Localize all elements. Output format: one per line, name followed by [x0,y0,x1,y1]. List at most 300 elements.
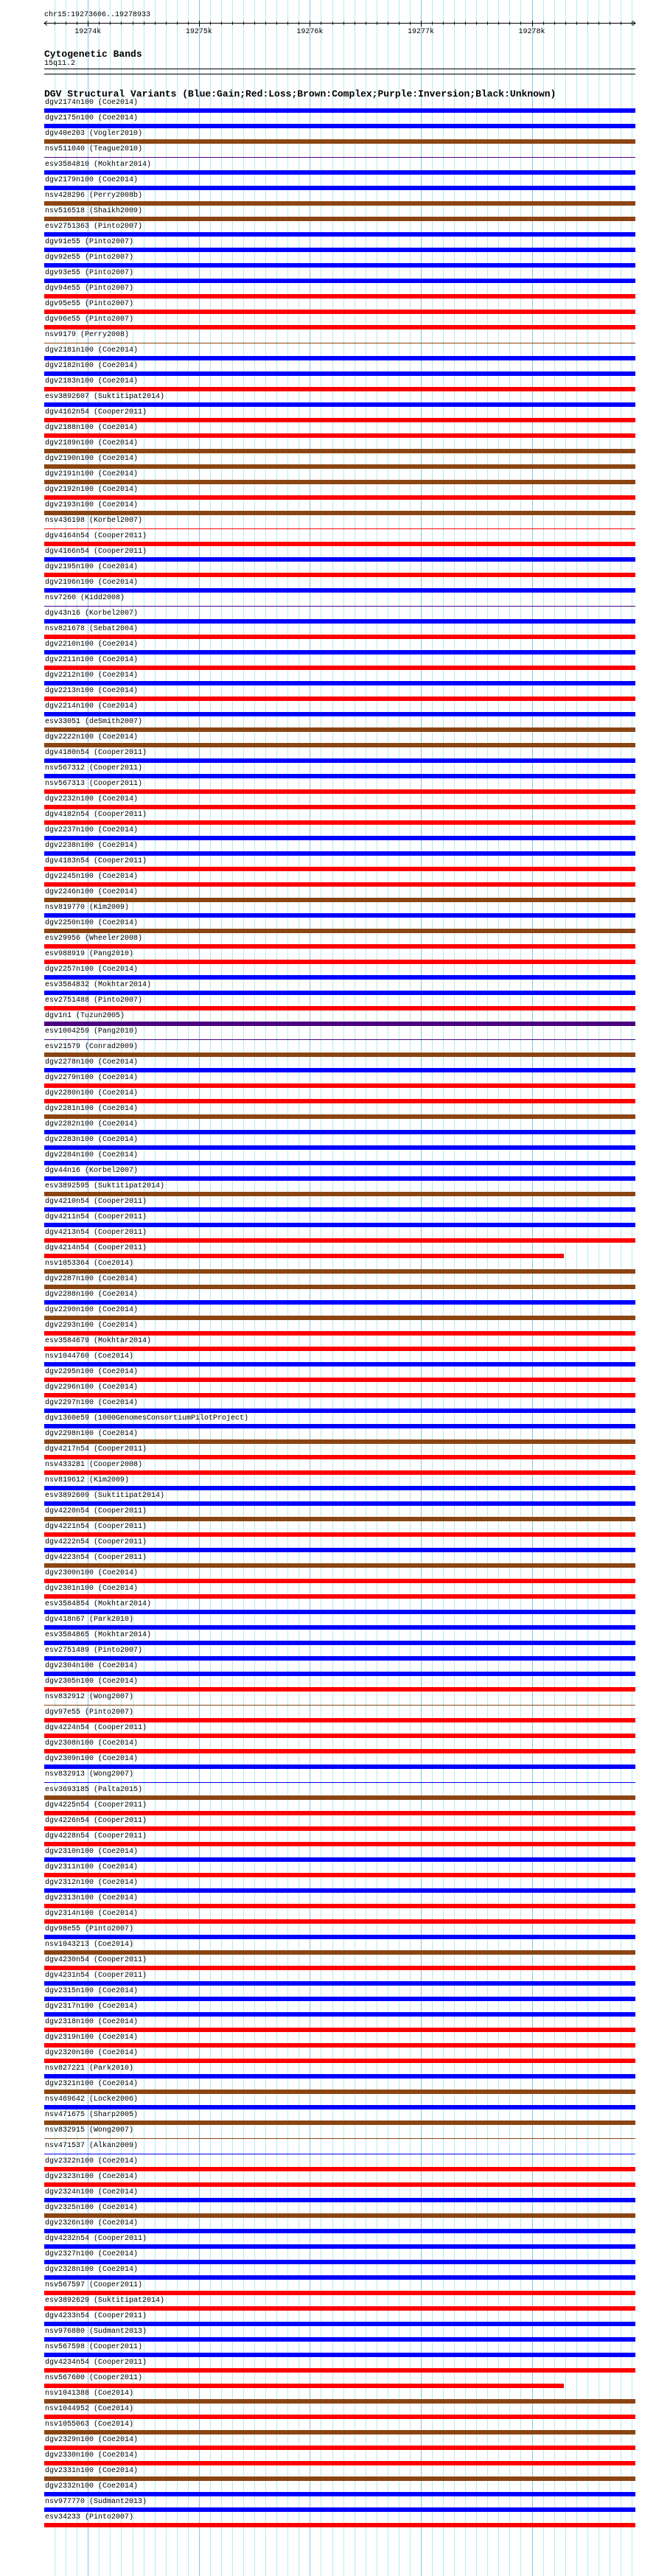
variant-bar-loss[interactable] [44,1749,635,1753]
variant-bar-gain[interactable] [44,1981,635,1986]
variant-bar-loss[interactable] [44,1718,635,1722]
variant-bar-gain[interactable] [44,975,635,980]
variant-label[interactable]: esv2751363 (Pinto2007) [45,223,143,231]
variant-label[interactable]: dgv2304n100 (Coe2014) [45,1662,139,1670]
variant-bar-gain[interactable] [44,2260,635,2264]
variant-bar-complex[interactable] [44,1705,635,1706]
variant-label[interactable]: esv3584865 (Mokhtar2014) [45,1631,152,1639]
variant-bar-loss[interactable] [44,2384,564,2388]
variant-bar-complex[interactable] [44,449,635,453]
variant-bar-gain[interactable] [44,1130,635,1134]
variant-label[interactable]: nsv827221 (Park2010) [45,2064,134,2073]
variant-label[interactable]: dgv4211n54 (Cooper2011) [45,1213,147,1221]
variant-bar-gain[interactable] [44,1656,635,1661]
variant-label[interactable]: esv29956 (Wheeler2008) [45,935,143,943]
variant-label[interactable]: nsv567600 (Cooper2011) [45,2374,143,2382]
variant-label[interactable]: dgv2322n100 (Coe2014) [45,2157,139,2165]
variant-label[interactable]: dgv2317n100 (Coe2014) [45,2003,139,2011]
variant-label[interactable]: dgv2210n100 (Coe2014) [45,640,139,649]
variant-bar-inversion[interactable] [44,1022,635,1026]
variant-bar-gain[interactable] [44,836,635,840]
variant-label[interactable]: nsv977770 (Sudmant2013) [45,2498,147,2506]
variant-bar-complex[interactable] [44,1269,635,1274]
variant-bar-gain[interactable] [44,1424,635,1428]
variant-label[interactable]: nsv1053364 (Coe2014) [45,1260,134,1268]
variant-bar-gain[interactable] [44,758,635,763]
variant-label[interactable]: dgv4180n54 (Cooper2011) [45,749,147,757]
variant-label[interactable]: dgv4223n54 (Cooper2011) [45,1554,147,1562]
variant-label[interactable]: dgv4214n54 (Cooper2011) [45,1244,147,1252]
variant-label[interactable]: nsv471537 (Alkan2009) [45,2142,139,2150]
variant-bar-complex[interactable] [44,727,635,732]
variant-bar-loss[interactable] [44,1966,635,1970]
variant-bar-complex[interactable] [44,929,635,933]
variant-label[interactable]: nsv819770 (Kim2009) [45,904,130,912]
variant-bar-loss[interactable] [44,2182,635,2187]
variant-bar-loss[interactable] [44,635,635,639]
variant-bar-gain[interactable] [44,2074,635,2078]
variant-bar-gain[interactable] [44,2105,635,2109]
variant-bar-gain[interactable] [44,712,635,716]
variant-label[interactable]: dgv43n16 (Korbel2007) [45,610,139,618]
variant-label[interactable]: dgv2278n100 (Coe2014) [45,1058,139,1067]
variant-label[interactable]: dgv94e55 (Pinto2007) [45,285,134,293]
variant-bar-complex[interactable] [44,1795,635,1800]
variant-label[interactable]: dgv92e55 (Pinto2007) [45,254,134,262]
variant-bar-complex[interactable] [44,139,635,144]
variant-bar-loss[interactable] [44,310,635,314]
variant-label[interactable]: nsv567313 (Cooper2011) [45,780,143,788]
variant-bar-loss[interactable] [44,2028,635,2032]
variant-label[interactable]: dgv4226n54 (Cooper2011) [45,1817,147,1825]
variant-bar-gain[interactable] [44,1997,635,2001]
variant-bar-gain[interactable] [44,263,635,268]
variant-label[interactable]: dgv2327n100 (Coe2014) [45,2250,139,2258]
variant-label[interactable]: dgv2183n100 (Coe2014) [45,377,139,385]
variant-label[interactable]: dgv2191n100 (Coe2014) [45,470,139,478]
variant-label[interactable]: esv3892609 (Suktitipat2014) [45,1492,165,1500]
variant-label[interactable]: dgv2174n100 (Coe2014) [45,99,139,107]
variant-bar-complex[interactable] [44,2399,635,2404]
variant-bar-loss[interactable] [44,1393,635,1397]
variant-bar-gain[interactable] [44,1161,635,1165]
variant-bar-loss[interactable] [44,960,635,964]
variant-label[interactable]: dgv2323n100 (Coe2014) [45,2173,139,2181]
variant-bar-gain[interactable] [44,851,635,856]
variant-label[interactable]: nsv469642 (Locke2006) [45,2095,139,2104]
variant-bar-inversion[interactable] [44,157,635,158]
variant-bar-gain[interactable] [44,681,635,685]
variant-label[interactable]: dgv4232n54 (Cooper2011) [45,2235,147,2243]
variant-label[interactable]: esv3892629 (Suktitipat2014) [45,2297,165,2305]
variant-label[interactable]: dgv2324n100 (Coe2014) [45,2188,139,2196]
variant-label[interactable]: dgv4221n54 (Cooper2011) [45,1523,147,1531]
variant-bar-complex[interactable] [44,2090,635,2094]
variant-label[interactable]: dgv2287n100 (Coe2014) [45,1275,139,1283]
variant-label[interactable]: dgv4225n54 (Cooper2011) [45,1801,147,1809]
variant-bar-loss[interactable] [44,1579,635,1583]
variant-bar-gain[interactable] [44,1641,635,1645]
variant-bar-gain[interactable] [44,1501,635,1506]
variant-label[interactable]: dgv2250n100 (Coe2014) [45,919,139,927]
variant-bar-gain[interactable] [44,913,635,918]
variant-bar-gain[interactable] [44,2229,635,2233]
variant-label[interactable]: esv3584832 (Mokhtar2014) [45,981,152,989]
variant-bar-loss[interactable] [44,387,635,391]
variant-label[interactable]: dgv2293n100 (Coe2014) [45,1322,139,1330]
variant-bar-gain[interactable] [44,232,635,237]
variant-label[interactable]: dgv2189n100 (Coe2014) [45,439,139,447]
variant-bar-gain[interactable] [44,1765,635,1769]
variant-label[interactable]: dgv2279n100 (Coe2014) [45,1074,139,1082]
variant-label[interactable]: esv2751488 (Pinto2007) [45,996,143,1005]
variant-label[interactable]: dgv4162n54 (Cooper2011) [45,408,147,416]
variant-bar-complex[interactable] [44,1316,635,1320]
variant-bar-complex[interactable] [44,2138,635,2139]
variant-label[interactable]: dgv2297n100 (Coe2014) [45,1399,139,1407]
variant-bar-loss[interactable] [44,1919,635,1924]
variant-label[interactable]: dgv4231n54 (Cooper2011) [45,1972,147,1980]
variant-bar-complex[interactable] [44,1285,635,1289]
variant-label[interactable]: esv3892595 (Suktitipat2014) [45,1182,165,1190]
variant-bar-loss[interactable] [44,789,635,794]
variant-bar-gain[interactable] [44,774,635,778]
variant-label[interactable]: dgv4217n54 (Cooper2011) [45,1445,147,1453]
variant-label[interactable]: dgv2182n100 (Coe2014) [45,362,139,370]
variant-bar-loss[interactable] [44,2368,635,2373]
variant-bar-gain[interactable] [44,170,635,175]
variant-label[interactable]: nsv433281 (Cooper2008) [45,1461,143,1469]
cytoband-label[interactable]: 15q11.2 [44,60,76,68]
variant-bar-loss[interactable] [44,2446,635,2450]
variant-bar-complex[interactable] [44,511,635,515]
variant-label[interactable]: dgv96e55 (Pinto2007) [45,315,134,324]
variant-label[interactable]: dgv4182n54 (Cooper2011) [45,811,147,819]
variant-bar-loss[interactable] [44,1470,635,1475]
variant-label[interactable]: dgv1360e59 (1000GenomesConsortiumPilotProject) [45,1414,249,1423]
variant-bar-loss[interactable] [44,542,635,546]
variant-label[interactable]: dgv2284n100 (Coe2014) [45,1151,139,1159]
variant-bar-gain[interactable] [44,1625,635,1630]
variant-label[interactable]: dgv2195n100 (Coe2014) [45,563,139,571]
variant-label[interactable]: nsv1041388 (Coe2014) [45,2390,134,2398]
variant-bar-gain[interactable] [44,2012,635,2017]
variant-label[interactable]: dgv2295n100 (Coe2014) [45,1368,139,1376]
variant-label[interactable]: dgv1n1 (Tuzun2005) [45,1012,125,1020]
variant-bar-gain[interactable] [44,1486,635,1490]
variant-label[interactable]: dgv2309n100 (Coe2014) [45,1755,139,1763]
variant-label[interactable]: nsv821678 (Sebat2004) [45,625,139,633]
variant-label[interactable]: dgv2296n100 (Coe2014) [45,1383,139,1392]
variant-label[interactable]: dgv2311n100 (Coe2014) [45,1863,139,1871]
variant-bar-gain[interactable] [44,279,635,283]
variant-bar-gain[interactable] [44,356,635,360]
variant-bar-loss[interactable] [44,1347,635,1351]
variant-label[interactable]: esv33051 (deSmith2007) [45,718,143,726]
variant-label[interactable]: dgv2232n100 (Coe2014) [45,795,139,803]
variant-bar-loss[interactable] [44,697,635,701]
variant-bar-loss[interactable] [44,2415,635,2419]
variant-bar-loss[interactable] [44,2059,635,2063]
variant-label[interactable]: esv3584854 (Mokhtar2014) [45,1600,152,1608]
variant-bar-complex[interactable] [44,1114,635,1119]
variant-bar-loss[interactable] [44,882,635,887]
variant-bar-gain[interactable] [44,1782,635,1783]
variant-bar-loss[interactable] [44,294,635,299]
variant-label[interactable]: dgv40e203 (Vogler2010) [45,130,143,138]
variant-bar-loss[interactable] [44,528,635,529]
variant-bar-gain[interactable] [44,124,635,128]
variant-bar-gain[interactable] [44,2322,635,2326]
variant-label[interactable]: nsv7260 (Kidd2008) [45,594,125,602]
variant-label[interactable]: dgv2192n100 (Coe2014) [45,486,139,494]
position-ruler[interactable] [0,0,656,44]
variant-label[interactable]: dgv4224n54 (Cooper2011) [45,1724,147,1732]
variant-label[interactable]: dgv95e55 (Pinto2007) [45,300,134,308]
variant-label[interactable]: nsv471675 (Sharp2005) [45,2111,139,2119]
variant-label[interactable]: dgv4220n54 (Cooper2011) [45,1507,147,1515]
variant-bar-loss[interactable] [44,1331,635,1336]
variant-label[interactable]: nsv832915 (Wong2007) [45,2126,134,2135]
variant-label[interactable]: dgv93e55 (Pinto2007) [45,269,134,277]
variant-bar-gain[interactable] [44,1362,635,1366]
variant-bar-complex[interactable] [44,2121,635,2125]
variant-bar-gain[interactable] [44,108,635,113]
variant-label[interactable]: dgv4210n54 (Cooper2011) [45,1198,147,1206]
variant-bar-loss[interactable] [44,2306,635,2311]
variant-label[interactable]: dgv2237n100 (Coe2014) [45,826,139,834]
variant-label[interactable]: dgv2281n100 (Coe2014) [45,1105,139,1113]
variant-label[interactable]: nsv516518 (Shaikh2009) [45,207,143,215]
variant-bar-loss[interactable] [44,325,635,329]
variant-label[interactable]: esv3584810 (Mokhtar2014) [45,161,152,169]
variant-bar-loss[interactable] [44,2523,635,2527]
variant-label[interactable]: esv3693185 (Palta2015) [45,1786,143,1794]
variant-label[interactable]: dgv2312n100 (Coe2014) [45,1879,139,1887]
variant-bar-gain[interactable] [44,1300,635,1305]
variant-label[interactable]: dgv97e55 (Pinto2007) [45,1708,134,1717]
variant-bar-loss[interactable] [44,1099,635,1103]
variant-label[interactable]: dgv2298n100 (Coe2014) [45,1430,139,1438]
variant-label[interactable]: dgv4233n54 (Cooper2011) [45,2312,147,2320]
variant-label[interactable]: esv3892607 (Suktitipat2014) [45,393,165,401]
variant-bar-complex[interactable] [44,201,635,206]
variant-bar-complex[interactable] [44,464,635,469]
variant-bar-loss[interactable] [44,1734,635,1738]
variant-label[interactable]: dgv4164n54 (Cooper2011) [45,532,147,540]
variant-bar-gain[interactable] [44,991,635,995]
variant-bar-gain[interactable] [44,1207,635,1212]
variant-label[interactable]: dgv2318n100 (Coe2014) [45,2018,139,2026]
variant-bar-loss[interactable] [44,1455,635,1459]
variant-label[interactable]: dgv4213n54 (Cooper2011) [45,1229,147,1237]
variant-bar-loss[interactable] [44,805,635,809]
variant-bar-loss[interactable] [44,1532,635,1537]
variant-bar-loss[interactable] [44,2167,635,2171]
variant-bar-gain[interactable] [44,2244,635,2249]
variant-bar-loss[interactable] [44,1594,635,1599]
variant-label[interactable]: nsv511040 (Teague2010) [45,145,143,153]
variant-bar-loss[interactable] [44,433,635,438]
variant-label[interactable]: dgv2313n100 (Coe2014) [45,1894,139,1902]
variant-bar-loss[interactable] [44,944,635,949]
variant-label[interactable]: nsv436198 (Korbel2007) [45,517,143,525]
variant-label[interactable]: dgv2328n100 (Coe2014) [45,2266,139,2274]
variant-label[interactable]: dgv2325n100 (Coe2014) [45,2204,139,2212]
variant-bar-gain[interactable] [44,557,635,562]
variant-bar-gain[interactable] [44,1176,635,1181]
variant-bar-gain[interactable] [44,186,635,190]
variant-label[interactable]: dgv2245n100 (Coe2014) [45,873,139,881]
variant-label[interactable]: dgv2320n100 (Coe2014) [45,2049,139,2057]
variant-bar-gain[interactable] [44,2353,635,2357]
variant-bar-complex[interactable] [44,1053,635,1057]
variant-label[interactable]: dgv2301n100 (Coe2014) [45,1585,139,1593]
variant-label[interactable]: dgv4222n54 (Cooper2011) [45,1538,147,1546]
variant-label[interactable]: dgv98e55 (Pinto2007) [45,1925,134,1933]
variant-label[interactable]: dgv2212n100 (Coe2014) [45,671,139,680]
variant-bar-loss[interactable] [44,418,635,422]
variant-bar-gain[interactable] [44,248,635,252]
variant-bar-complex[interactable] [44,2213,635,2218]
variant-label[interactable]: dgv2196n100 (Coe2014) [45,579,139,587]
variant-label[interactable]: nsv976880 (Sudmant2013) [45,2328,147,2336]
variant-bar-loss[interactable] [44,1238,635,1243]
variant-bar-loss[interactable] [44,1083,635,1088]
variant-label[interactable]: dgv2179n100 (Coe2014) [45,176,139,184]
variant-bar-complex[interactable] [44,743,635,747]
variant-label[interactable]: dgv2175n100 (Coe2014) [45,114,139,122]
variant-label[interactable]: dgv2315n100 (Coe2014) [45,1987,139,1995]
variant-bar-gain[interactable] [44,1223,635,1227]
variant-label[interactable]: nsv1044952 (Coe2014) [45,2405,134,2413]
variant-bar-loss[interactable] [44,2043,635,2048]
variant-label[interactable]: esv2751489 (Pinto2007) [45,1647,143,1655]
variant-label[interactable]: dgv2211n100 (Coe2014) [45,656,139,664]
variant-label[interactable]: dgv2330n100 (Coe2014) [45,2451,139,2460]
variant-label[interactable]: dgv44n16 (Korbel2007) [45,1167,139,1175]
variant-label[interactable]: dgv2310n100 (Coe2014) [45,1848,139,1856]
variant-label[interactable]: dgv2280n100 (Coe2014) [45,1089,139,1097]
variant-label[interactable]: nsv428296 (Perry2008b) [45,192,143,200]
variant-bar-complex[interactable] [44,480,635,484]
variant-bar-complex[interactable] [44,217,635,221]
variant-bar-complex[interactable] [44,1950,635,1955]
variant-label[interactable]: dgv418n67 (Park2010) [45,1616,134,1624]
variant-label[interactable]: esv34233 (Pinto2007) [45,2513,134,2521]
variant-label[interactable]: esv1004259 (Pang2010) [45,1027,139,1036]
variant-bar-loss[interactable] [44,867,635,871]
variant-bar-loss[interactable] [44,1378,635,1382]
variant-label[interactable]: nsv832912 (Wong2007) [45,1693,134,1701]
variant-label[interactable]: nsv567597 (Cooper2011) [45,2281,143,2289]
variant-label[interactable]: dgv2181n100 (Coe2014) [45,346,139,355]
variant-bar-gain[interactable] [44,1857,635,1862]
variant-bar-gain[interactable] [44,588,635,593]
variant-bar-gain[interactable] [44,1548,635,1552]
variant-label[interactable]: dgv2213n100 (Coe2014) [45,687,139,695]
variant-bar-gain[interactable] [44,1888,635,1893]
variant-label[interactable]: nsv1044760 (Coe2014) [45,1352,134,1361]
variant-bar-gain[interactable] [44,2198,635,2202]
variant-label[interactable]: dgv2257n100 (Coe2014) [45,966,139,974]
variant-label[interactable]: dgv2319n100 (Coe2014) [45,2034,139,2042]
variant-bar-gain[interactable] [44,2337,635,2342]
variant-label[interactable]: dgv2188n100 (Coe2014) [45,424,139,432]
variant-label[interactable]: dgv4228n54 (Cooper2011) [45,1832,147,1840]
variant-label[interactable]: dgv2300n100 (Coe2014) [45,1569,139,1577]
variant-bar-loss[interactable] [44,666,635,670]
variant-bar-loss[interactable] [44,1904,635,1908]
variant-label[interactable]: dgv2321n100 (Coe2014) [45,2080,139,2088]
variant-label[interactable]: dgv2314n100 (Coe2014) [45,1910,139,1918]
variant-bar-complex[interactable] [44,1192,635,1196]
variant-bar-gain[interactable] [44,2492,635,2496]
variant-label[interactable]: nsv567312 (Cooper2011) [45,764,143,772]
variant-label[interactable]: dgv2282n100 (Coe2014) [45,1120,139,1128]
variant-label[interactable]: esv21579 (Conrad2009) [45,1043,139,1051]
variant-bar-complex[interactable] [44,1517,635,1521]
variant-bar-gain[interactable] [44,1935,635,1939]
variant-label[interactable]: esv988919 (Pang2010) [45,950,134,958]
variant-label[interactable]: dgv2305n100 (Coe2014) [45,1678,139,1686]
variant-bar-gain[interactable] [44,2275,635,2280]
variant-bar-loss[interactable] [44,573,635,577]
variant-label[interactable]: dgv2246n100 (Coe2014) [45,888,139,896]
variant-bar-loss[interactable] [44,1842,635,1846]
variant-label[interactable]: dgv2332n100 (Coe2014) [45,2482,139,2491]
variant-label[interactable]: nsv832913 (Wong2007) [45,1770,134,1779]
variant-bar-loss[interactable] [44,2291,635,2295]
variant-bar-gain[interactable] [44,619,635,624]
variant-label[interactable]: nsv819612 (Kim2009) [45,1476,130,1484]
variant-label[interactable]: dgv4230n54 (Cooper2011) [45,1956,147,1964]
variant-bar-gain[interactable] [44,650,635,655]
variant-bar-loss[interactable] [44,1254,564,1258]
variant-bar-gain[interactable] [44,1409,635,1413]
variant-bar-loss[interactable] [44,820,635,825]
variant-bar-inversion[interactable] [44,606,635,607]
variant-label[interactable]: nsv1043213 (Coe2014) [45,1941,134,1949]
variant-bar-loss[interactable] [44,495,635,500]
variant-label[interactable]: dgv2326n100 (Coe2014) [45,2219,139,2227]
variant-label[interactable]: dgv2214n100 (Coe2014) [45,702,139,711]
variant-label[interactable]: dgv2290n100 (Coe2014) [45,1306,139,1314]
variant-label[interactable]: nsv9179 (Perry2008) [45,331,130,339]
variant-bar-gain[interactable] [44,2507,635,2512]
variant-bar-gain[interactable] [44,402,635,407]
variant-label[interactable]: dgv2238n100 (Coe2014) [45,842,139,850]
variant-bar-loss[interactable] [44,1873,635,1877]
variant-bar-complex[interactable] [44,2476,635,2481]
variant-label[interactable]: dgv2308n100 (Coe2014) [45,1739,139,1748]
variant-bar-gain[interactable] [44,371,635,376]
variant-bar-complex[interactable] [44,1563,635,1568]
variant-label[interactable]: dgv2288n100 (Coe2014) [45,1291,139,1299]
variant-bar-loss[interactable] [44,1006,635,1010]
variant-label[interactable]: dgv2329n100 (Coe2014) [45,2436,139,2444]
variant-label[interactable]: dgv4234n54 (Cooper2011) [45,2359,147,2367]
variant-bar-loss[interactable] [44,2461,635,2465]
variant-label[interactable]: dgv2331n100 (Coe2014) [45,2467,139,2475]
variant-label[interactable]: dgv2222n100 (Coe2014) [45,733,139,741]
variant-bar-gain[interactable] [44,1145,635,1150]
variant-label[interactable]: dgv2190n100 (Coe2014) [45,455,139,463]
variant-bar-gain[interactable] [44,1610,635,1614]
variant-label[interactable]: dgv91e55 (Pinto2007) [45,238,134,246]
variant-label[interactable]: dgv4183n54 (Cooper2011) [45,857,147,865]
variant-label[interactable]: dgv2283n100 (Coe2014) [45,1136,139,1144]
